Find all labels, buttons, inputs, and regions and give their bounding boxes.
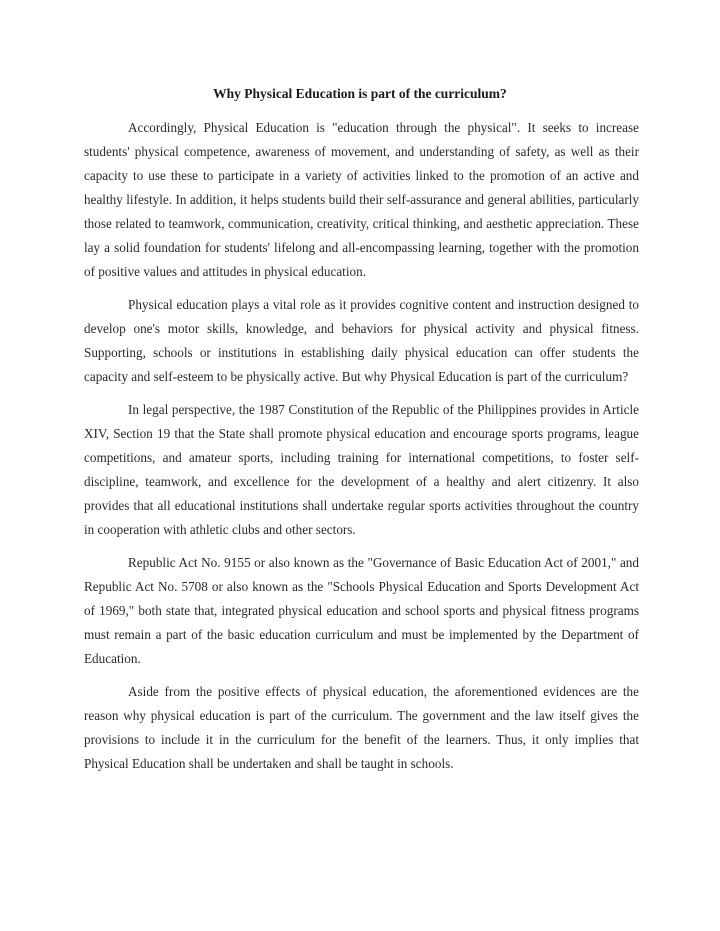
paragraph-5: Aside from the positive effects of physical education, the aforementioned evidences are the reason why physical education is part of the curriculum. The government and the law itself gives the provisions to include it in the curriculum for the benefit of the learners. Thus, it only implies that Physical Education shall be undertaken and shall be taught in schools. <box>84 684 639 771</box>
paragraph-1: Accordingly, Physical Education is "education through the physical". It seeks to increase students' physical competence, awareness of movement, and understanding of safety, as well as their capacity to use these to participate in a variety of activities linked to the promotion of an active and healthy lifestyle. In addition, it helps students build their self-assurance and general abilities, particularly those related to teamwork, communication, creativity, critical thinking, and aesthetic appreciation. These lay a solid foundation for students' lifelong and all-encompassing learning, together with the promotion of positive values and attitudes in physical education. <box>84 120 639 279</box>
document-body <box>84 116 639 785</box>
paragraph-4: Republic Act No. 9155 or also known as the "Governance of Basic Education Act of 2001," and Republic Act No. 5708 or also known as the "Schools Physical Education and Sports Development Act of 1969," both state that, integrated physical education and school sports and physical fitness programs must remain a part of the basic education curriculum and must be implemented by the Department of Education. <box>84 555 639 666</box>
document-title: Why Physical Education is part of the curriculum? <box>213 86 507 101</box>
paragraph-2: Physical education plays a vital role as it provides cognitive content and instruction designed to develop one's motor skills, knowledge, and behaviors for physical activity and physical fitness. Supporting, schools or institutions in establishing daily physical education can offer students the capacity and self-esteem to be physically active. But why Physical Education is part of the curriculum? <box>84 297 639 384</box>
paragraph-3: In legal perspective, the 1987 Constitution of the Republic of the Philippines provides in Article XIV, Section 19 that the State shall promote physical education and encourage sports programs, league competitions, and amateur sports, including training for international competitions, to foster self-discipline, teamwork, and excellence for the development of a healthy and alert citizenry. It also provides that all educational institutions shall undertake regular sports activities throughout the country in cooperation with athletic clubs and other sectors. <box>84 402 639 537</box>
